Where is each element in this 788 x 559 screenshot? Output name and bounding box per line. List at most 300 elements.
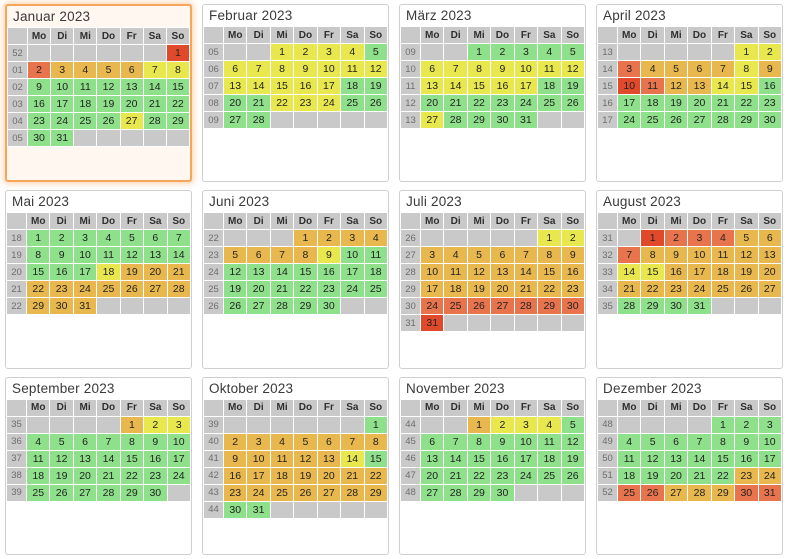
day-cell[interactable]: 10 [317, 61, 340, 78]
day-cell[interactable]: 12 [664, 78, 687, 95]
day-cell[interactable]: 22 [294, 281, 317, 298]
day-cell[interactable]: 30 [491, 484, 514, 501]
day-cell[interactable]: 4 [270, 433, 293, 450]
day-cell[interactable]: 29 [538, 298, 561, 315]
day-cell[interactable]: 15 [166, 79, 189, 96]
day-cell[interactable]: 1 [641, 230, 664, 247]
day-cell[interactable]: 24 [167, 467, 190, 484]
day-cell[interactable]: 17 [341, 264, 364, 281]
week-number[interactable]: 44 [401, 416, 421, 433]
day-cell[interactable]: 24 [247, 484, 270, 501]
day-cell[interactable]: 5 [224, 247, 247, 264]
day-cell[interactable]: 24 [514, 467, 537, 484]
day-cell[interactable]: 9 [144, 433, 167, 450]
day-cell[interactable]: 8 [166, 62, 189, 79]
day-cell[interactable]: 10 [167, 433, 190, 450]
day-cell[interactable]: 8 [735, 61, 758, 78]
day-cell[interactable]: 31 [247, 501, 270, 518]
week-number[interactable]: 25 [204, 281, 224, 298]
day-cell[interactable]: 18 [74, 96, 97, 113]
day-cell[interactable]: 5 [735, 230, 758, 247]
day-cell[interactable]: 15 [711, 450, 734, 467]
day-cell[interactable]: 22 [270, 95, 293, 112]
day-cell[interactable]: 9 [758, 61, 781, 78]
day-cell[interactable]: 12 [364, 61, 387, 78]
day-cell[interactable]: 23 [758, 95, 781, 112]
day-cell[interactable]: 22 [120, 467, 143, 484]
day-cell[interactable]: 6 [421, 433, 444, 450]
day-cell[interactable]: 8 [538, 247, 561, 264]
day-cell[interactable]: 14 [97, 450, 120, 467]
day-cell[interactable]: 1 [27, 230, 50, 247]
day-cell[interactable]: 24 [421, 298, 444, 315]
week-number[interactable]: 43 [204, 484, 224, 501]
day-cell[interactable]: 26 [641, 484, 664, 501]
day-cell[interactable]: 3 [247, 433, 270, 450]
day-cell[interactable]: 7 [711, 61, 734, 78]
day-cell[interactable]: 2 [491, 44, 514, 61]
month-card[interactable] [5, 377, 192, 555]
day-cell[interactable]: 21 [618, 281, 641, 298]
day-cell[interactable]: 29 [467, 112, 490, 129]
week-number[interactable]: 33 [598, 264, 618, 281]
day-cell[interactable]: 31 [51, 130, 74, 147]
day-cell[interactable]: 1 [467, 416, 490, 433]
day-cell[interactable]: 2 [28, 62, 51, 79]
day-cell[interactable]: 9 [224, 450, 247, 467]
day-cell[interactable]: 21 [247, 95, 270, 112]
day-cell[interactable]: 6 [491, 247, 514, 264]
day-cell[interactable]: 15 [270, 78, 293, 95]
day-cell[interactable]: 17 [688, 264, 711, 281]
day-cell[interactable]: 13 [491, 264, 514, 281]
day-cell[interactable]: 26 [561, 467, 584, 484]
day-cell[interactable]: 14 [270, 264, 293, 281]
day-cell[interactable]: 4 [97, 230, 120, 247]
day-cell[interactable]: 26 [664, 112, 687, 129]
day-cell[interactable]: 10 [341, 247, 364, 264]
day-cell[interactable]: 7 [514, 247, 537, 264]
day-cell[interactable]: 14 [514, 264, 537, 281]
day-cell[interactable]: 7 [618, 247, 641, 264]
day-cell[interactable]: 17 [758, 450, 781, 467]
day-cell[interactable]: 28 [688, 484, 711, 501]
week-number[interactable]: 47 [401, 467, 421, 484]
day-cell[interactable]: 4 [641, 61, 664, 78]
day-cell[interactable]: 7 [341, 433, 364, 450]
day-cell[interactable]: 4 [364, 230, 387, 247]
day-cell[interactable]: 9 [491, 433, 514, 450]
day-cell[interactable]: 26 [735, 281, 758, 298]
day-cell[interactable]: 4 [618, 433, 641, 450]
day-cell[interactable]: 15 [538, 264, 561, 281]
day-cell[interactable]: 13 [421, 78, 444, 95]
day-cell[interactable]: 21 [97, 467, 120, 484]
week-number[interactable]: 03 [8, 96, 28, 113]
day-cell[interactable]: 21 [688, 467, 711, 484]
day-cell[interactable]: 3 [51, 62, 74, 79]
week-number[interactable]: 42 [204, 467, 224, 484]
day-cell[interactable]: 13 [144, 247, 167, 264]
day-cell[interactable]: 20 [664, 467, 687, 484]
day-cell[interactable]: 23 [50, 281, 73, 298]
day-cell[interactable]: 29 [27, 298, 50, 315]
day-cell[interactable]: 2 [735, 416, 758, 433]
day-cell[interactable]: 29 [166, 113, 189, 130]
month-card[interactable] [596, 377, 783, 555]
day-cell[interactable]: 27 [421, 484, 444, 501]
day-cell[interactable]: 24 [73, 281, 96, 298]
day-cell[interactable]: 29 [120, 484, 143, 501]
day-cell[interactable]: 30 [317, 298, 340, 315]
day-cell[interactable]: 1 [467, 44, 490, 61]
day-cell[interactable]: 14 [618, 264, 641, 281]
day-cell[interactable]: 7 [444, 433, 467, 450]
day-cell[interactable]: 19 [50, 467, 73, 484]
day-cell[interactable]: 27 [664, 484, 687, 501]
day-cell[interactable]: 21 [711, 95, 734, 112]
week-number[interactable]: 49 [598, 433, 618, 450]
day-cell[interactable]: 22 [538, 281, 561, 298]
day-cell[interactable]: 14 [688, 450, 711, 467]
day-cell[interactable]: 23 [144, 467, 167, 484]
day-cell[interactable]: 8 [467, 61, 490, 78]
day-cell[interactable]: 30 [28, 130, 51, 147]
week-number[interactable]: 51 [598, 467, 618, 484]
day-cell[interactable]: 13 [247, 264, 270, 281]
day-cell[interactable]: 18 [270, 467, 293, 484]
day-cell[interactable]: 4 [538, 44, 561, 61]
day-cell[interactable]: 17 [167, 450, 190, 467]
day-cell[interactable]: 2 [144, 416, 167, 433]
day-cell[interactable]: 16 [491, 78, 514, 95]
week-number[interactable]: 39 [7, 484, 27, 501]
day-cell[interactable]: 29 [735, 112, 758, 129]
day-cell[interactable]: 7 [97, 433, 120, 450]
month-card[interactable] [202, 190, 389, 368]
week-number[interactable]: 38 [7, 467, 27, 484]
day-cell[interactable]: 5 [467, 247, 490, 264]
day-cell[interactable]: 19 [224, 281, 247, 298]
day-cell[interactable]: 7 [688, 433, 711, 450]
day-cell[interactable]: 27 [758, 281, 781, 298]
day-cell[interactable]: 20 [144, 264, 167, 281]
day-cell[interactable]: 29 [364, 484, 387, 501]
day-cell[interactable]: 20 [224, 95, 247, 112]
day-cell[interactable]: 13 [120, 79, 143, 96]
day-cell[interactable]: 18 [538, 78, 561, 95]
day-cell[interactable]: 6 [73, 433, 96, 450]
week-number[interactable]: 05 [8, 130, 28, 147]
day-cell[interactable]: 31 [758, 484, 781, 501]
week-number[interactable]: 09 [401, 44, 421, 61]
day-cell[interactable]: 19 [641, 467, 664, 484]
week-number[interactable]: 22 [204, 230, 224, 247]
day-cell[interactable]: 22 [166, 96, 189, 113]
day-cell[interactable]: 3 [341, 230, 364, 247]
day-cell[interactable]: 2 [224, 433, 247, 450]
day-cell[interactable]: 22 [467, 467, 490, 484]
day-cell[interactable]: 11 [618, 450, 641, 467]
day-cell[interactable]: 3 [167, 416, 190, 433]
day-cell[interactable]: 13 [73, 450, 96, 467]
week-number[interactable]: 40 [204, 433, 224, 450]
day-cell[interactable]: 13 [758, 247, 781, 264]
day-cell[interactable]: 16 [317, 264, 340, 281]
day-cell[interactable]: 13 [224, 78, 247, 95]
day-cell[interactable]: 19 [561, 450, 584, 467]
day-cell[interactable]: 2 [561, 230, 584, 247]
day-cell[interactable]: 26 [50, 484, 73, 501]
day-cell[interactable]: 7 [444, 61, 467, 78]
day-cell[interactable]: 8 [711, 433, 734, 450]
day-cell[interactable]: 12 [467, 264, 490, 281]
day-cell[interactable]: 30 [491, 112, 514, 129]
day-cell[interactable]: 10 [514, 61, 537, 78]
week-number[interactable]: 36 [7, 433, 27, 450]
day-cell[interactable]: 25 [538, 467, 561, 484]
day-cell[interactable]: 10 [688, 247, 711, 264]
day-cell[interactable]: 18 [364, 264, 387, 281]
day-cell[interactable]: 27 [317, 484, 340, 501]
week-number[interactable]: 24 [204, 264, 224, 281]
day-cell[interactable]: 11 [97, 247, 120, 264]
day-cell[interactable]: 4 [74, 62, 97, 79]
day-cell[interactable]: 22 [27, 281, 50, 298]
day-cell[interactable]: 10 [758, 433, 781, 450]
day-cell[interactable]: 3 [688, 230, 711, 247]
week-number[interactable]: 31 [401, 315, 421, 332]
day-cell[interactable]: 24 [317, 95, 340, 112]
day-cell[interactable]: 2 [664, 230, 687, 247]
day-cell[interactable]: 18 [27, 467, 50, 484]
day-cell[interactable]: 26 [120, 281, 143, 298]
day-cell[interactable]: 16 [50, 264, 73, 281]
day-cell[interactable]: 3 [421, 247, 444, 264]
day-cell[interactable]: 15 [27, 264, 50, 281]
day-cell[interactable]: 3 [758, 416, 781, 433]
day-cell[interactable]: 1 [364, 416, 387, 433]
day-cell[interactable]: 24 [514, 95, 537, 112]
day-cell[interactable]: 11 [27, 450, 50, 467]
day-cell[interactable]: 2 [491, 416, 514, 433]
week-number[interactable]: 23 [204, 247, 224, 264]
day-cell[interactable]: 11 [641, 78, 664, 95]
day-cell[interactable]: 14 [143, 79, 166, 96]
day-cell[interactable]: 16 [561, 264, 584, 281]
week-number[interactable]: 12 [401, 95, 421, 112]
day-cell[interactable]: 6 [421, 61, 444, 78]
day-cell[interactable]: 6 [144, 230, 167, 247]
month-card[interactable] [202, 4, 389, 182]
day-cell[interactable]: 5 [294, 433, 317, 450]
day-cell[interactable]: 19 [561, 78, 584, 95]
day-cell[interactable]: 16 [144, 450, 167, 467]
week-number[interactable]: 45 [401, 433, 421, 450]
day-cell[interactable]: 9 [294, 61, 317, 78]
week-number[interactable]: 52 [598, 484, 618, 501]
week-number[interactable]: 18 [7, 230, 27, 247]
week-number[interactable]: 14 [598, 61, 618, 78]
week-number[interactable]: 27 [401, 247, 421, 264]
week-number[interactable]: 35 [598, 298, 618, 315]
day-cell[interactable]: 23 [28, 113, 51, 130]
day-cell[interactable]: 24 [51, 113, 74, 130]
day-cell[interactable]: 8 [294, 247, 317, 264]
day-cell[interactable]: 27 [421, 112, 444, 129]
day-cell[interactable]: 18 [341, 78, 364, 95]
day-cell[interactable]: 15 [641, 264, 664, 281]
day-cell[interactable]: 3 [317, 44, 340, 61]
day-cell[interactable]: 8 [120, 433, 143, 450]
week-number[interactable]: 04 [8, 113, 28, 130]
day-cell[interactable]: 18 [641, 95, 664, 112]
day-cell[interactable]: 23 [224, 484, 247, 501]
day-cell[interactable]: 6 [664, 433, 687, 450]
day-cell[interactable]: 28 [167, 281, 190, 298]
day-cell[interactable]: 20 [758, 264, 781, 281]
day-cell[interactable]: 17 [514, 450, 537, 467]
day-cell[interactable]: 28 [444, 484, 467, 501]
day-cell[interactable]: 19 [735, 264, 758, 281]
month-card[interactable] [399, 190, 586, 368]
day-cell[interactable]: 20 [688, 95, 711, 112]
week-number[interactable]: 17 [598, 112, 618, 129]
day-cell[interactable]: 11 [444, 264, 467, 281]
day-cell[interactable]: 30 [561, 298, 584, 315]
day-cell[interactable]: 1 [120, 416, 143, 433]
day-cell[interactable]: 20 [247, 281, 270, 298]
day-cell[interactable]: 21 [270, 281, 293, 298]
day-cell[interactable]: 21 [167, 264, 190, 281]
day-cell[interactable]: 1 [270, 44, 293, 61]
day-cell[interactable]: 22 [735, 95, 758, 112]
week-number[interactable]: 22 [7, 298, 27, 315]
day-cell[interactable]: 10 [73, 247, 96, 264]
day-cell[interactable]: 5 [50, 433, 73, 450]
day-cell[interactable]: 14 [341, 450, 364, 467]
day-cell[interactable]: 19 [467, 281, 490, 298]
day-cell[interactable]: 8 [364, 433, 387, 450]
day-cell[interactable]: 21 [143, 96, 166, 113]
day-cell[interactable]: 5 [97, 62, 120, 79]
day-cell[interactable]: 10 [514, 433, 537, 450]
day-cell[interactable]: 17 [73, 264, 96, 281]
day-cell[interactable]: 25 [74, 113, 97, 130]
day-cell[interactable]: 8 [467, 433, 490, 450]
week-number[interactable]: 28 [401, 264, 421, 281]
day-cell[interactable]: 24 [618, 112, 641, 129]
day-cell[interactable]: 30 [224, 501, 247, 518]
day-cell[interactable]: 27 [120, 113, 143, 130]
day-cell[interactable]: 16 [28, 96, 51, 113]
day-cell[interactable]: 23 [735, 467, 758, 484]
day-cell[interactable]: 21 [514, 281, 537, 298]
day-cell[interactable]: 12 [120, 247, 143, 264]
day-cell[interactable]: 22 [711, 467, 734, 484]
day-cell[interactable]: 12 [561, 61, 584, 78]
week-number[interactable]: 15 [598, 78, 618, 95]
week-number[interactable]: 39 [204, 416, 224, 433]
day-cell[interactable]: 28 [143, 113, 166, 130]
day-cell[interactable]: 6 [247, 247, 270, 264]
day-cell[interactable]: 25 [97, 281, 120, 298]
day-cell[interactable]: 23 [561, 281, 584, 298]
day-cell[interactable]: 18 [97, 264, 120, 281]
day-cell[interactable]: 9 [664, 247, 687, 264]
day-cell[interactable]: 25 [538, 95, 561, 112]
week-number[interactable]: 07 [204, 78, 224, 95]
month-card[interactable] [596, 190, 783, 368]
week-number[interactable]: 05 [204, 44, 224, 61]
week-number[interactable]: 34 [598, 281, 618, 298]
day-cell[interactable]: 22 [641, 281, 664, 298]
day-cell[interactable]: 16 [664, 264, 687, 281]
day-cell[interactable]: 22 [364, 467, 387, 484]
day-cell[interactable]: 3 [514, 416, 537, 433]
week-number[interactable]: 50 [598, 450, 618, 467]
day-cell[interactable]: 28 [618, 298, 641, 315]
day-cell[interactable]: 2 [317, 230, 340, 247]
day-cell[interactable]: 28 [514, 298, 537, 315]
week-number[interactable]: 13 [598, 44, 618, 61]
day-cell[interactable]: 27 [73, 484, 96, 501]
day-cell[interactable]: 25 [618, 484, 641, 501]
day-cell[interactable]: 9 [491, 61, 514, 78]
day-cell[interactable]: 26 [467, 298, 490, 315]
day-cell[interactable]: 7 [167, 230, 190, 247]
day-cell[interactable]: 11 [74, 79, 97, 96]
day-cell[interactable]: 26 [561, 95, 584, 112]
day-cell[interactable]: 4 [444, 247, 467, 264]
day-cell[interactable]: 7 [270, 247, 293, 264]
day-cell[interactable]: 2 [50, 230, 73, 247]
day-cell[interactable]: 7 [143, 62, 166, 79]
day-cell[interactable]: 31 [688, 298, 711, 315]
day-cell[interactable]: 12 [224, 264, 247, 281]
day-cell[interactable]: 15 [735, 78, 758, 95]
day-cell[interactable]: 23 [294, 95, 317, 112]
day-cell[interactable]: 14 [711, 78, 734, 95]
day-cell[interactable]: 28 [247, 112, 270, 129]
day-cell[interactable]: 12 [97, 79, 120, 96]
day-cell[interactable]: 16 [735, 450, 758, 467]
day-cell[interactable]: 30 [664, 298, 687, 315]
day-cell[interactable]: 25 [711, 281, 734, 298]
month-card[interactable] [399, 377, 586, 555]
day-cell[interactable]: 28 [341, 484, 364, 501]
day-cell[interactable]: 30 [144, 484, 167, 501]
day-cell[interactable]: 23 [491, 467, 514, 484]
day-cell[interactable]: 28 [97, 484, 120, 501]
week-number[interactable]: 48 [598, 416, 618, 433]
day-cell[interactable]: 25 [444, 298, 467, 315]
day-cell[interactable]: 20 [73, 467, 96, 484]
day-cell[interactable]: 25 [641, 112, 664, 129]
day-cell[interactable]: 2 [758, 44, 781, 61]
day-cell[interactable]: 20 [491, 281, 514, 298]
day-cell[interactable]: 9 [561, 247, 584, 264]
day-cell[interactable]: 9 [317, 247, 340, 264]
week-number[interactable]: 46 [401, 450, 421, 467]
day-cell[interactable]: 18 [618, 467, 641, 484]
day-cell[interactable]: 8 [27, 247, 50, 264]
day-cell[interactable]: 17 [51, 96, 74, 113]
week-number[interactable]: 37 [7, 450, 27, 467]
day-cell[interactable]: 6 [224, 61, 247, 78]
day-cell[interactable]: 25 [364, 281, 387, 298]
day-cell[interactable]: 19 [364, 78, 387, 95]
